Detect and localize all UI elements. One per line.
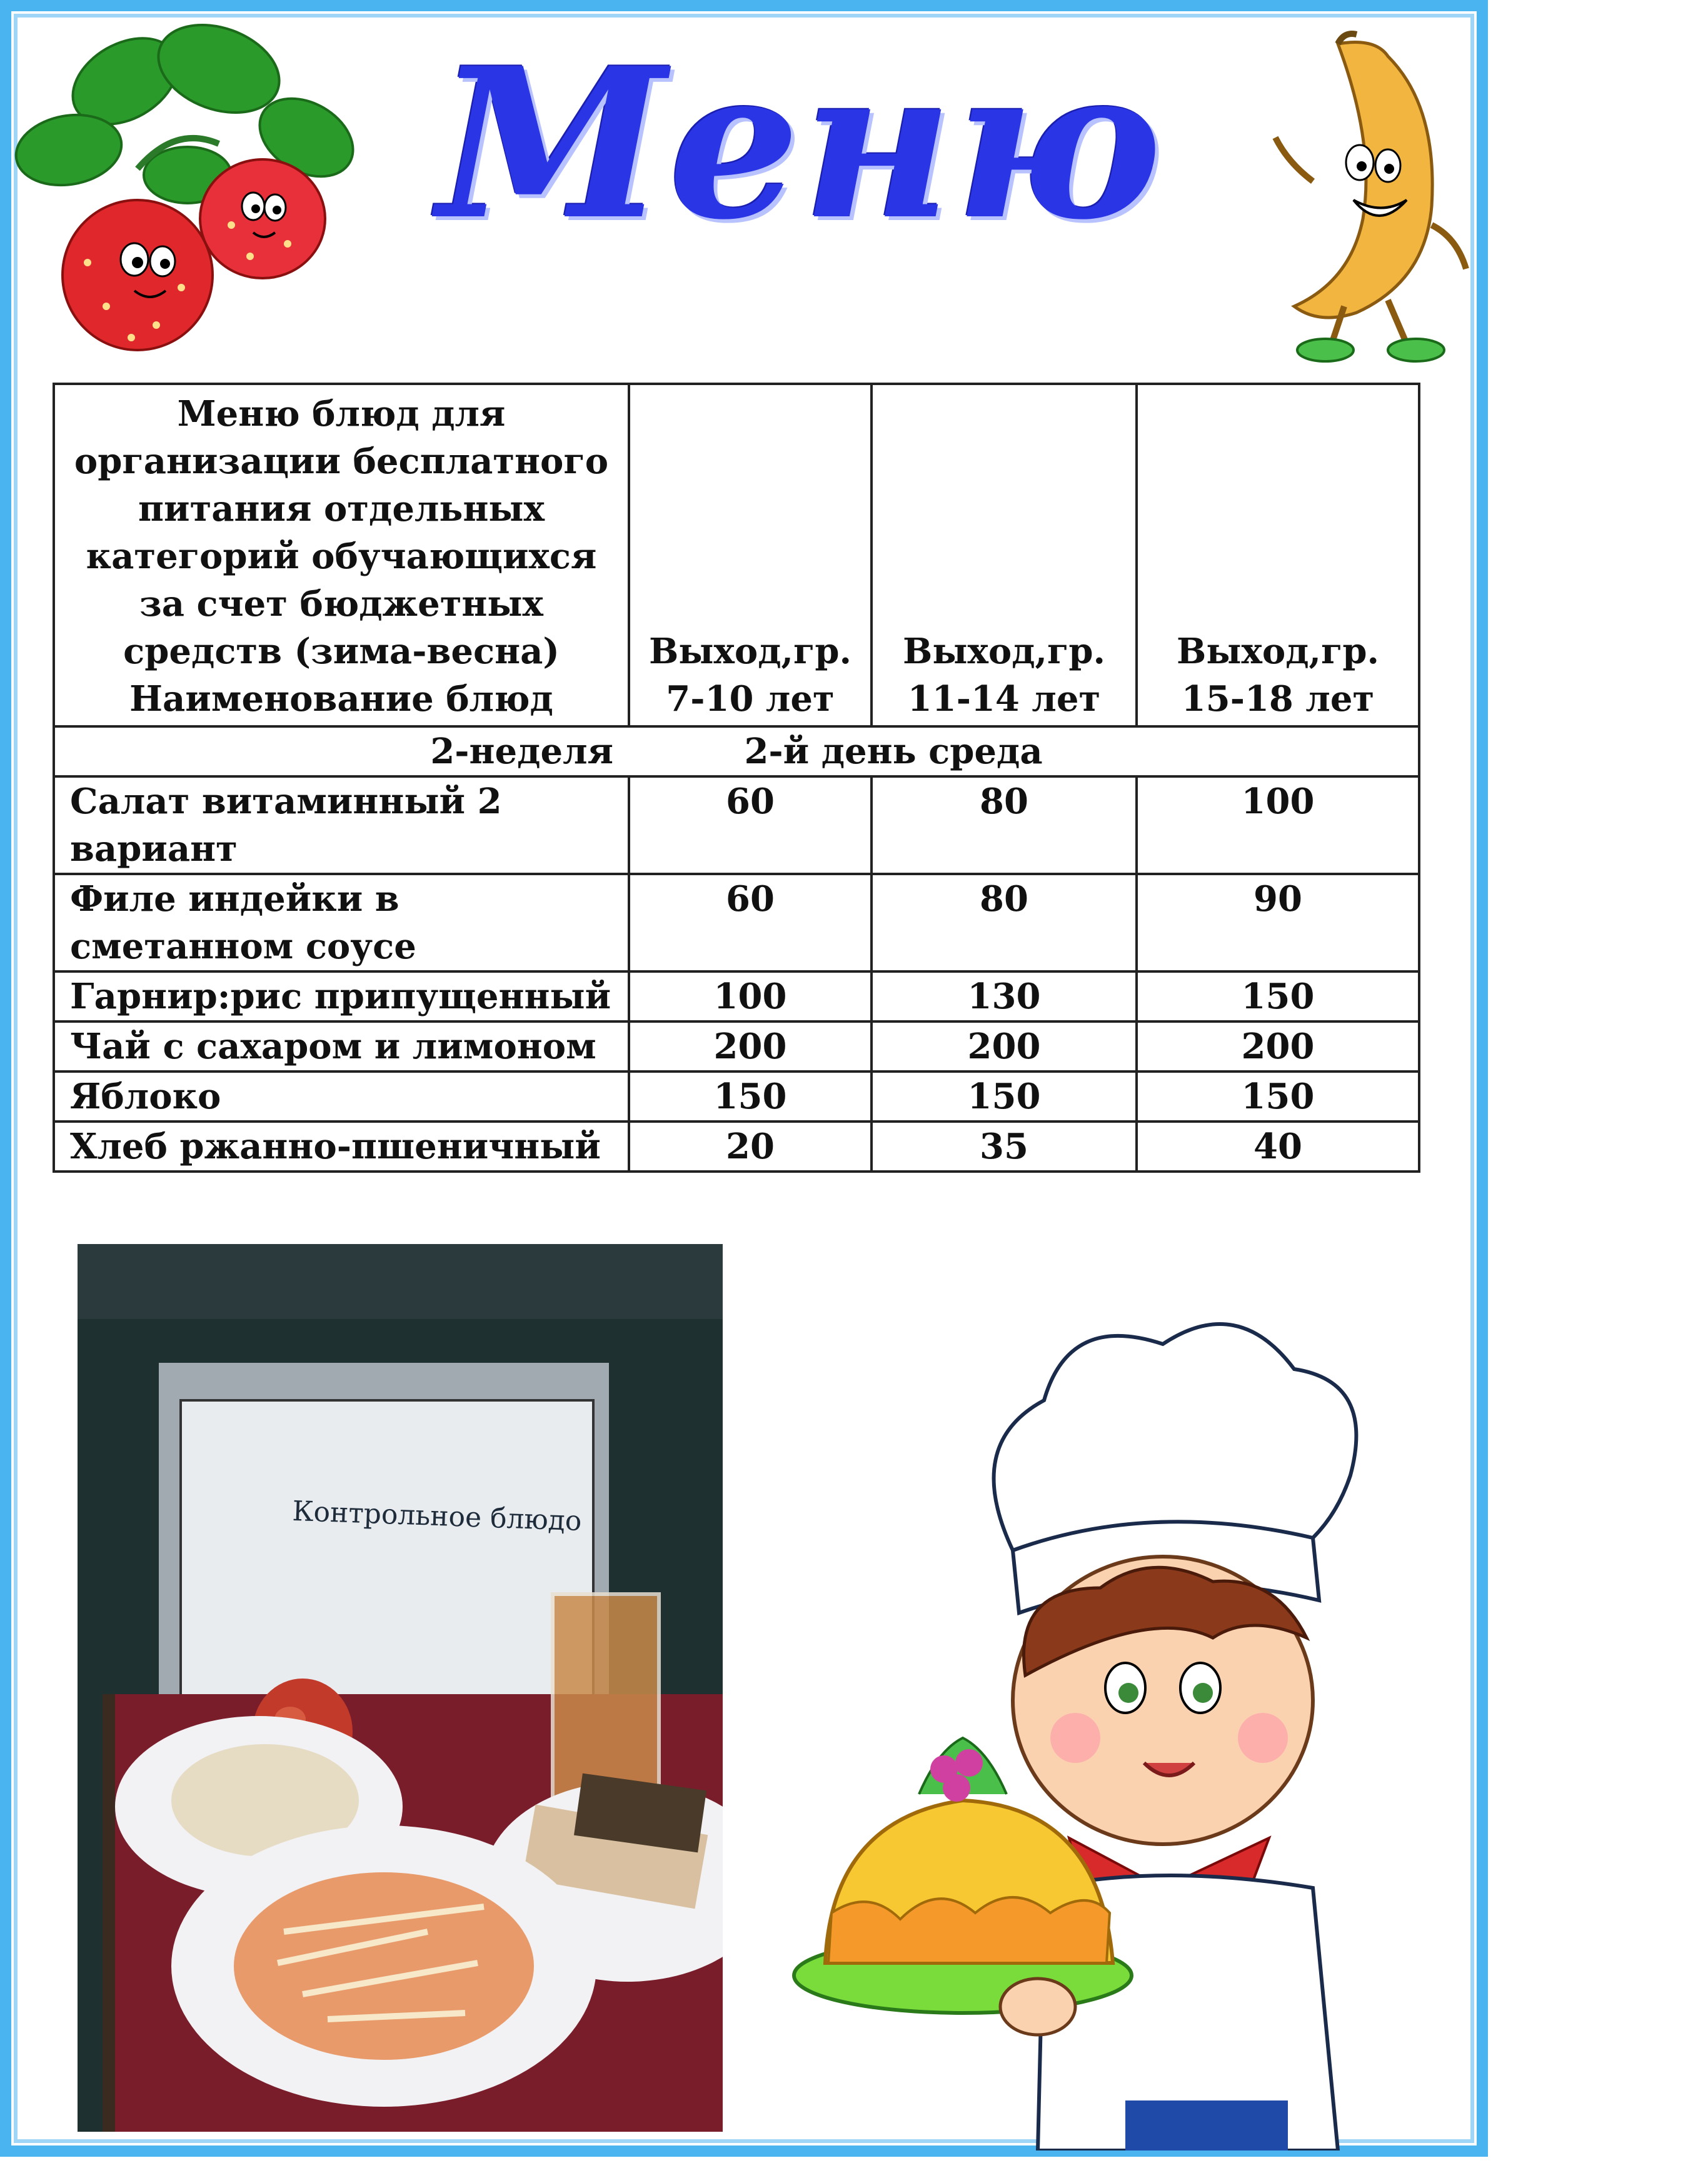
dish-yield-11-14: 150 <box>872 1071 1137 1122</box>
page-title: Меню <box>438 23 1165 265</box>
table-row <box>54 776 1419 874</box>
header-dish-name: Меню блюд для организации бесплатного питания отдельных категорий обучающихся за счет бюджетных средств (зима-весна) Наименование блюд <box>54 384 629 726</box>
header-yield-7-10: Выход,гр. 7-10 лет <box>629 384 872 726</box>
dish-name: Салат витаминный 2 вариант <box>54 776 629 874</box>
menu-table <box>53 383 1420 1173</box>
table-row <box>54 1021 1419 1071</box>
chef-icon <box>775 1288 1475 2150</box>
dish-yield-7-10: 20 <box>629 1122 872 1172</box>
table-row <box>54 971 1419 1021</box>
dish-yield-11-14: 80 <box>872 874 1137 971</box>
dish-yield-11-14: 130 <box>872 971 1137 1021</box>
dish-name: Филе индейки в сметанном соусе <box>54 874 629 971</box>
dish-yield-15-18: 90 <box>1137 874 1419 971</box>
section-day: 2-й день среда <box>744 731 1043 772</box>
dish-yield-7-10: 150 <box>629 1071 872 1122</box>
dish-name: Чай с сахаром и лимоном <box>54 1021 629 1071</box>
dish-name: Хлеб ржанно-пшеничный <box>54 1122 629 1172</box>
dish-yield-11-14: 35 <box>872 1122 1137 1172</box>
tray-illustration <box>78 1244 723 2132</box>
banana-icon <box>1250 19 1475 369</box>
dish-yield-7-10: 100 <box>629 971 872 1021</box>
dish-yield-11-14: 200 <box>872 1021 1137 1071</box>
dish-yield-15-18: 40 <box>1137 1122 1419 1172</box>
table-header-row <box>54 384 1419 726</box>
header-yield-15-18: Выход,гр. 15-18 лет <box>1137 384 1419 726</box>
strawberry-icon <box>13 13 375 363</box>
table-row <box>54 1071 1419 1122</box>
dish-yield-7-10: 200 <box>629 1021 872 1071</box>
dish-yield-7-10: 60 <box>629 874 872 971</box>
dish-name: Гарнир:рис припущенный <box>54 971 629 1021</box>
section-label <box>54 726 1419 776</box>
dish-yield-15-18: 150 <box>1137 971 1419 1021</box>
section-row <box>54 726 1419 776</box>
dish-name: Яблоко <box>54 1071 629 1122</box>
section-week: 2-неделя <box>430 731 613 772</box>
table-row <box>54 874 1419 971</box>
control-dish-photo <box>78 1244 723 2132</box>
control-dish-label: Контрольное блюдо <box>291 1495 583 1538</box>
dish-yield-15-18: 150 <box>1137 1071 1419 1122</box>
dish-yield-11-14: 80 <box>872 776 1137 874</box>
dish-yield-7-10: 60 <box>629 776 872 874</box>
table-row <box>54 1122 1419 1172</box>
dish-yield-15-18: 200 <box>1137 1021 1419 1071</box>
header-yield-11-14: Выход,гр. 11-14 лет <box>872 384 1137 726</box>
dish-yield-15-18: 100 <box>1137 776 1419 874</box>
